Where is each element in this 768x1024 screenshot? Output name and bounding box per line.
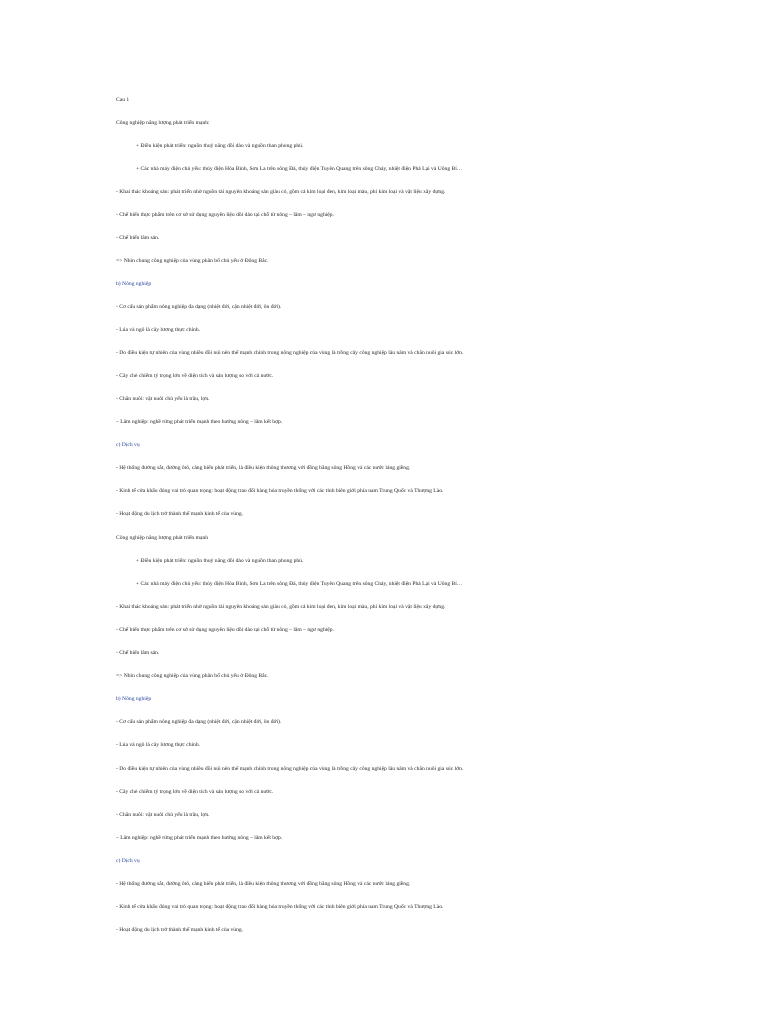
paragraph-line: - Cây chè chiếm tỷ trọng lớn về diện tích và sản lượng so với cả nước. — [116, 789, 274, 795]
section-heading-agriculture: b) Nông nghiệp — [116, 281, 152, 287]
section-heading-services: c) Dịch vụ — [116, 442, 140, 448]
paragraph-line: - Hoạt động du lịch trở thành thế mạnh kinh tế của vùng. — [116, 511, 244, 517]
paragraph-line: - Do điều kiện tự nhiên của vùng nhiều đồi núi nên thế mạnh chính trong nông nghiệp của vùng là trồng cây công nghiệp lâu năm và chăn nuôi gia súc lớn. — [116, 350, 464, 356]
paragraph-line: - Chế biến lâm sản. — [116, 650, 160, 656]
paragraph-line: - Cây chè chiếm tỷ trọng lớn về diện tích và sản lượng so với cả nước. — [116, 373, 274, 379]
paragraph-line: - Chế biến lâm sản. — [116, 235, 160, 241]
bullet-item: + Các nhà máy điện chủ yếu: thủy điện Hòa Bình, Sơn La trên sông Đà, thủy điện Tuyên Quang trên sông Chảy, nhiệt điện Phả Lại và Uông Bí… — [136, 581, 463, 587]
paragraph-line: - Lúa và ngô là cây lương thực chính. — [116, 742, 201, 748]
paragraph-line: - Cơ cấu sản phẩm nông nghiệp đa dạng (nhiệt đới, cận nhiệt đới, ôn đới). — [116, 719, 282, 725]
conclusion-line: => Nhìn chung công nghiệp của vùng phân bố chủ yếu ở Đông Bắc. — [116, 673, 269, 679]
bullet-item: + Điều kiện phát triển: nguồn thuỷ năng dồi dào và nguồn than phong phú. — [136, 143, 304, 149]
conclusion-line: => Nhìn chung công nghiệp của vùng phân bố chủ yếu ở Đông Bắc. — [116, 258, 269, 264]
paragraph-line: - Kinh tế cửa khẩu đóng vai trò quan trọng: hoạt động trao đổi hàng hóa truyền thống với các tỉnh biên giới phía nam Trung Quốc và Thượng Lào. — [116, 904, 444, 910]
section-intro: Công nghiệp năng lượng phát triển mạnh — [116, 535, 209, 541]
paragraph-line: - Hệ thống đường sắt, đường ôtô, cảng biển phát triển, là điều kiện thông thương với đồng bằng sông Hồng và các nước láng giềng. — [116, 881, 411, 887]
paragraph-line: - Chăn nuôi: vật nuôi chủ yếu là trâu, lợn. — [116, 812, 210, 818]
paragraph-line: - Kinh tế cửa khẩu đóng vai trò quan trọng: hoạt động trao đổi hàng hóa truyền thống với các tỉnh biên giới phía nam Trung Quốc và Thượng Lào. — [116, 488, 444, 494]
section-heading-services: c) Dịch vụ — [116, 858, 140, 864]
paragraph-line: - Khai thác khoáng sản: phát triển nhờ nguồn tài nguyên khoáng sản giàu có, gồm cả kim loại đen, kim loại màu, phi kim loại và vật liệu xây dựng. — [116, 604, 446, 610]
bullet-item: + Các nhà máy điện chủ yếu: thủy điện Hòa Bình, Sơn La trên sông Đà, thủy điện Tuyên Quang trên sông Chảy, nhiệt điện Phả Lại và Uông Bí… — [136, 166, 463, 172]
paragraph-line: - Lúa và ngô là cây lương thực chính. — [116, 327, 201, 333]
paragraph-line: - Do điều kiện tự nhiên của vùng nhiều đồi núi nên thế mạnh chính trong nông nghiệp của vùng là trồng cây công nghiệp lâu năm và chăn nuôi gia súc lớn. — [116, 766, 464, 772]
paragraph-line: – Lâm nghiệp: nghề rừng phát triển mạnh theo hướng nông – lâm kết hợp. — [116, 835, 283, 841]
section-intro: Công nghiệp năng lượng phát triển mạnh: — [116, 120, 210, 126]
paragraph-line: – Lâm nghiệp: nghề rừng phát triển mạnh theo hướng nông – lâm kết hợp. — [116, 419, 283, 425]
paragraph-line: - Cơ cấu sản phẩm nông nghiệp đa dạng (nhiệt đới, cận nhiệt đới, ôn đới). — [116, 304, 282, 310]
section-heading-agriculture: b) Nông nghiệp — [116, 696, 152, 702]
paragraph-line: - Khai thác khoáng sản: phát triển nhờ nguồn tài nguyên khoáng sản giàu có, gồm cả kim loại đen, kim loại màu, phi kim loại và vật liệu xây dựng. — [116, 189, 446, 195]
paragraph-line: - Hoạt động du lịch trở thành thế mạnh kinh tế của vùng. — [116, 927, 244, 933]
paragraph-line: - Chế biến thực phẩm trên cơ sở sử dụng nguyên liệu dồi dào tại chỗ từ nông – lâm – ngư nghiệp. — [116, 212, 334, 218]
paragraph-line: - Hệ thống đường sắt, đường ôtô, cảng biển phát triển, là điều kiện thông thương với đồng bằng sông Hồng và các nước láng giềng. — [116, 465, 411, 471]
paragraph-line: - Chế biến thực phẩm trên cơ sở sử dụng nguyên liệu dồi dào tại chỗ từ nông – lâm – ngư nghiệp. — [116, 627, 334, 633]
bullet-item: + Điều kiện phát triển: nguồn thuỷ năng dồi dào và nguồn than phong phú. — [136, 558, 304, 564]
question-label: Cau 1 — [116, 97, 130, 103]
paragraph-line: - Chăn nuôi: vật nuôi chủ yếu là trâu, lợn. — [116, 396, 210, 402]
